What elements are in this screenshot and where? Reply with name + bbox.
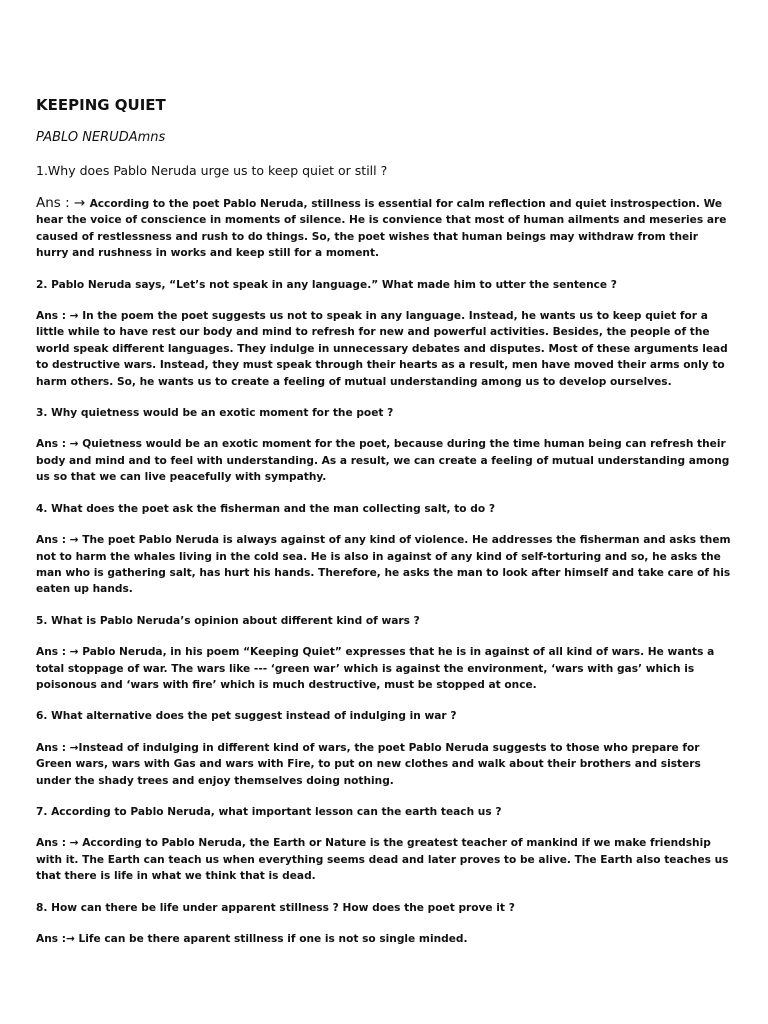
question-7: 7. According to Pablo Neruda, what important lesson can the earth teach us ? <box>36 805 502 818</box>
answer-2: Ans : → In the poem the poet suggests us not to speak in any language. Instead, he wants us to keep quiet for a little while to have rest our body and mind to refresh for new and powerful activities. Besides, the people of the world speak different languages. They indulge in unnecessary debates and disputes. Most of these arguments lead to destructive wars. Instead, they must speak through their hearts as a result, men have moved their arms only to harm others. So, he wants us to create a feeling of mutual understanding among us to develop ourselves. <box>36 310 728 388</box>
answer-1-lead: Ans : → <box>36 195 90 211</box>
answer-6: Ans : →Instead of indulging in different kind of wars, the poet Pablo Neruda suggests to those who prepare for Green wars, wars with Gas and wars with Fire, to put on new clothes and walk about their brothers and sisters under the shady trees and enjoy themselves doing nothing. <box>36 741 701 787</box>
question-5: 5. What is Pablo Neruda’s opinion about different kind of wars ? <box>36 614 420 627</box>
document-body <box>36 195 734 947</box>
answer-3: Ans : → Quietness would be an exotic moment for the poet, because during the time human being can refresh their body and mind and to feel with understanding. As a result, we can create a feeling of mutual understanding among us so that we can live peacefully with sympathy. <box>36 438 730 484</box>
question-2: 2. Pablo Neruda says, “Let’s not speak in any language.” What made him to utter the sentence ? <box>36 278 617 291</box>
question-4: 4. What does the poet ask the fisherman and the man collecting salt, to do ? <box>36 502 495 515</box>
question-6: 6. What alternative does the pet suggest instead of indulging in war ? <box>36 710 457 723</box>
answer-8: Ans :→ Life can be there aparent stillness if one is not so single minded. <box>36 933 468 945</box>
answer-1 <box>36 195 734 262</box>
answer-7: Ans : → According to Pablo Neruda, the Earth or Nature is the greatest teacher of mankind if we make friendship with it. The Earth can teach us when everything seems dead and later proves to be alive. The Earth also teaches us that there is life in what we think that is dead. <box>36 837 729 883</box>
answer-5: Ans : → Pablo Neruda, in his poem “Keeping Quiet” expresses that he is in against of all kind of wars. He wants a total stoppage of war. The wars like --- ‘green war’ which is against the environment, ‘wars with gas’ which is poisonous and ‘wars with fire’ which is much destructive, must be stopped at once. <box>36 646 715 691</box>
question-3: 3. Why quietness would be an exotic moment for the poet ? <box>36 407 394 420</box>
answer-4: Ans : → The poet Pablo Neruda is always against of any kind of violence. He addresses the fisherman and asks them not to harm the whales living in the cold sea. He is also in against of any kind of self-torturing and so, he asks the man who is gathering salt, has hurt his hands. Therefore, he asks the man to look after himself and take care of his eaten up hands. <box>36 534 731 596</box>
question-8: 8. How can there be life under apparent stillness ? How does the poet prove it ? <box>36 901 515 914</box>
question-1: 1.Why does Pablo Neruda urge us to keep quiet or still ? <box>36 163 388 178</box>
poet-name: PABLO NERUDAmns <box>36 130 166 145</box>
document-title: KEEPING QUIET <box>36 96 166 114</box>
answer-1-text: According to the poet Pablo Neruda, stillness is essential for calm reflection and quiet instrospection. We hear the voice of conscience in moments of silence. He is convience that most of human ailments and meseries are caused of restlessness and rush to do things. So, the poet wishes that human beings may withdraw from their hurry and rushness in works and keep still for a moment. <box>36 198 727 260</box>
